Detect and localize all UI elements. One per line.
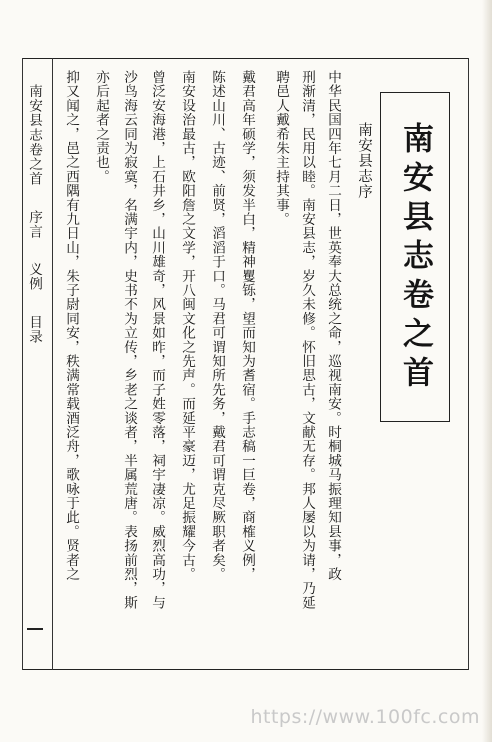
- margin-label: [24, 84, 44, 344]
- text-column: 陈述山川、古迹、前贤，滔滔于口。马君可谓知所先务，戴君可谓克尽厥职者矣。: [209, 70, 225, 582]
- text-column: 刑渐清，民用以睦。南安县志，岁久未修。怀旧思古，文献无存。邦人屡以为请，乃延: [299, 70, 315, 610]
- book-title: 南安县志卷之首: [397, 121, 433, 395]
- margin-section-rules: 义例: [26, 262, 42, 292]
- page-binding-shadow: [482, 0, 492, 742]
- text-column: 抑又闻之，邑之西隅有九日山，朱子尉同安，秩满常载酒泛舟，歌咏于此。贤者之: [63, 70, 79, 582]
- text-column: 聘邑人戴希朱主持其事。: [273, 70, 289, 227]
- text-column: 沙鸟海云同为寂寞，名满宇内，史书不为立传，乡老之谈者，半属荒唐。表扬前烈，斯: [121, 70, 137, 610]
- watermark: https://www.100fc.com: [250, 706, 480, 728]
- column-rule: [52, 58, 53, 670]
- margin-title: 南安县志卷之首: [26, 84, 42, 187]
- text-column: 南安设治最古，欧阳詹之文学，开八闽文化之先声。而延平豪迈，尤足振耀今古。: [179, 70, 195, 582]
- text-column: 曾泛安海港，上石井乡，山川雄奇，风景如昨，而子姓零落，祠宇凄凉。威烈高功，与: [149, 70, 165, 610]
- text-column: 亦后起者之责也。: [93, 70, 109, 184]
- column-rule: [468, 58, 469, 670]
- text-column: 戴君高年硕学，须发半白，精神矍铄，望而知为耆宿。手志稿一巨卷，商榷义例，: [239, 70, 255, 582]
- text-column: 中华民国四年七月二日，世英奉大总统之命，巡视南安。时桐城马振理知县事，政: [325, 70, 341, 582]
- column-rule: [22, 58, 23, 670]
- page-mark: [27, 628, 43, 630]
- margin-section-preface: 序言: [26, 209, 42, 239]
- margin-section-contents: 目录: [26, 314, 42, 344]
- preface-title: 南安县志序: [356, 122, 372, 200]
